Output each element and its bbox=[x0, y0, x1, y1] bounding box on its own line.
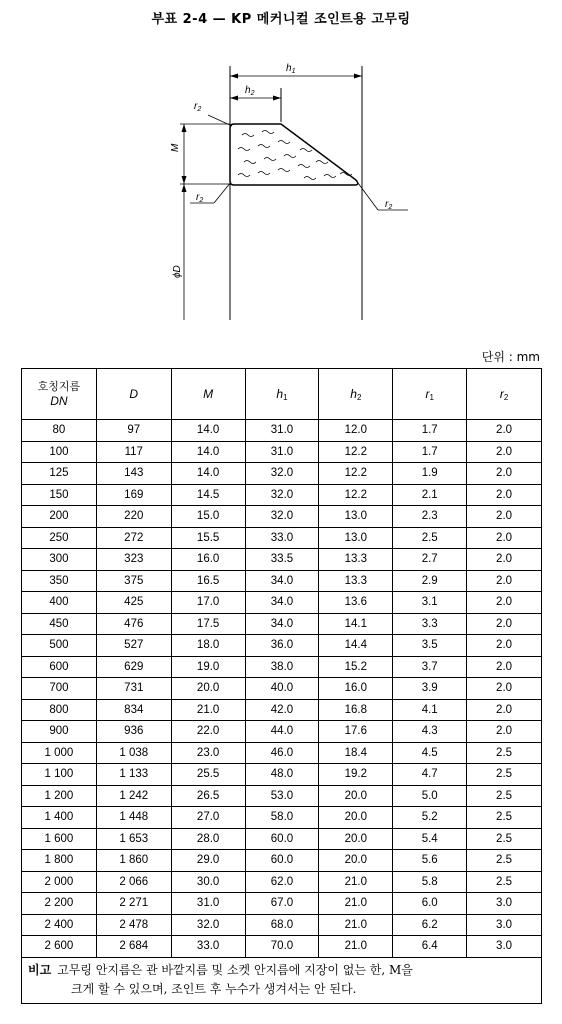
cell-r2: 2.5 bbox=[467, 764, 542, 786]
table-row bbox=[22, 721, 542, 743]
cell-r2: 3.0 bbox=[467, 893, 542, 915]
header-row bbox=[22, 369, 542, 420]
table-row bbox=[22, 656, 542, 678]
cell-d: 834 bbox=[96, 699, 171, 721]
cell-h2: 13.6 bbox=[319, 592, 393, 614]
cell-r2: 2.5 bbox=[467, 871, 542, 893]
cell-r2: 2.0 bbox=[467, 678, 542, 700]
cell-h2: 12.2 bbox=[319, 441, 393, 463]
cell-h2: 20.0 bbox=[319, 785, 393, 807]
cell-r2: 2.5 bbox=[467, 850, 542, 872]
cell-d: 169 bbox=[96, 484, 171, 506]
table-row bbox=[22, 613, 542, 635]
r2-label-left: $r_2$ bbox=[196, 192, 204, 204]
table-row bbox=[22, 871, 542, 893]
cell-h1: 70.0 bbox=[245, 936, 319, 958]
cell-h2: 13.3 bbox=[319, 549, 393, 571]
table-row bbox=[22, 807, 542, 829]
cell-m: 17.5 bbox=[171, 613, 245, 635]
note-line-1: 고무링 안지름은 관 바깥지름 및 소켓 안지름에 지장이 없는 한, M을 bbox=[57, 962, 413, 977]
cell-m: 28.0 bbox=[171, 828, 245, 850]
cell-d: 1 242 bbox=[96, 785, 171, 807]
cell-r1: 2.7 bbox=[393, 549, 467, 571]
table-body bbox=[22, 420, 542, 958]
cell-r1: 2.5 bbox=[393, 527, 467, 549]
cell-m: 33.0 bbox=[171, 936, 245, 958]
cell-d: 425 bbox=[96, 592, 171, 614]
cell-d: 527 bbox=[96, 635, 171, 657]
cell-r1: 6.2 bbox=[393, 914, 467, 936]
rubber-ring-cross-section-diagram bbox=[150, 58, 420, 328]
cell-dn: 2 400 bbox=[22, 914, 97, 936]
cell-h1: 33.5 bbox=[245, 549, 319, 571]
cell-dn: 2 000 bbox=[22, 871, 97, 893]
cell-h1: 32.0 bbox=[245, 463, 319, 485]
cell-m: 25.5 bbox=[171, 764, 245, 786]
cell-h2: 13.3 bbox=[319, 570, 393, 592]
table-row bbox=[22, 742, 542, 764]
cell-m: 27.0 bbox=[171, 807, 245, 829]
table-row bbox=[22, 914, 542, 936]
cell-r1: 2.3 bbox=[393, 506, 467, 528]
cell-r1: 4.3 bbox=[393, 721, 467, 743]
note-cell bbox=[22, 957, 542, 1003]
table-row bbox=[22, 635, 542, 657]
cell-d: 1 448 bbox=[96, 807, 171, 829]
cell-h1: 58.0 bbox=[245, 807, 319, 829]
cell-h2: 16.8 bbox=[319, 699, 393, 721]
cell-h1: 44.0 bbox=[245, 721, 319, 743]
cell-r1: 3.3 bbox=[393, 613, 467, 635]
cell-m: 14.0 bbox=[171, 441, 245, 463]
cell-d: 1 038 bbox=[96, 742, 171, 764]
table-row bbox=[22, 678, 542, 700]
table-row bbox=[22, 764, 542, 786]
cell-r2: 2.0 bbox=[467, 506, 542, 528]
cell-h2: 20.0 bbox=[319, 807, 393, 829]
cell-h1: 36.0 bbox=[245, 635, 319, 657]
note-row bbox=[22, 957, 542, 1003]
cell-dn: 500 bbox=[22, 635, 97, 657]
cell-h1: 31.0 bbox=[245, 441, 319, 463]
cell-dn: 250 bbox=[22, 527, 97, 549]
cell-r2: 2.0 bbox=[467, 699, 542, 721]
table-row bbox=[22, 570, 542, 592]
cell-h1: 60.0 bbox=[245, 828, 319, 850]
h1-label: $h_1$ bbox=[286, 63, 296, 75]
cell-m: 32.0 bbox=[171, 914, 245, 936]
table-row bbox=[22, 527, 542, 549]
cell-dn: 1 400 bbox=[22, 807, 97, 829]
cell-d: 220 bbox=[96, 506, 171, 528]
cell-dn: 150 bbox=[22, 484, 97, 506]
cell-r1: 5.6 bbox=[393, 850, 467, 872]
cell-r2: 2.5 bbox=[467, 828, 542, 850]
cell-r1: 2.1 bbox=[393, 484, 467, 506]
m-label: M bbox=[170, 143, 181, 152]
table-row bbox=[22, 420, 542, 442]
cell-h2: 18.4 bbox=[319, 742, 393, 764]
cell-d: 2 066 bbox=[96, 871, 171, 893]
r2-label-right: $r_2$ bbox=[385, 199, 393, 211]
cell-h1: 42.0 bbox=[245, 699, 319, 721]
cell-r1: 1.7 bbox=[393, 441, 467, 463]
table-row bbox=[22, 506, 542, 528]
cell-h2: 17.6 bbox=[319, 721, 393, 743]
cell-dn: 125 bbox=[22, 463, 97, 485]
cell-m: 16.5 bbox=[171, 570, 245, 592]
cell-h2: 21.0 bbox=[319, 936, 393, 958]
cell-h2: 21.0 bbox=[319, 893, 393, 915]
cell-m: 14.0 bbox=[171, 420, 245, 442]
cell-d: 2 271 bbox=[96, 893, 171, 915]
cell-h1: 60.0 bbox=[245, 850, 319, 872]
cell-m: 21.0 bbox=[171, 699, 245, 721]
cell-r1: 6.0 bbox=[393, 893, 467, 915]
cell-m: 26.5 bbox=[171, 785, 245, 807]
table-row bbox=[22, 441, 542, 463]
table-row bbox=[22, 850, 542, 872]
cell-m: 29.0 bbox=[171, 850, 245, 872]
header-r1: $r_1$ bbox=[393, 369, 467, 420]
cell-r1: 4.1 bbox=[393, 699, 467, 721]
cell-m: 18.0 bbox=[171, 635, 245, 657]
dimension-table bbox=[21, 368, 542, 1004]
cell-dn: 100 bbox=[22, 441, 97, 463]
cell-r2: 3.0 bbox=[467, 914, 542, 936]
cell-r1: 5.8 bbox=[393, 871, 467, 893]
cell-r1: 3.9 bbox=[393, 678, 467, 700]
cell-h2: 19.2 bbox=[319, 764, 393, 786]
cell-h1: 34.0 bbox=[245, 592, 319, 614]
cell-m: 14.5 bbox=[171, 484, 245, 506]
cell-r2: 2.0 bbox=[467, 721, 542, 743]
cell-r2: 2.5 bbox=[467, 742, 542, 764]
cell-h2: 13.0 bbox=[319, 527, 393, 549]
cell-h1: 34.0 bbox=[245, 570, 319, 592]
cell-m: 17.0 bbox=[171, 592, 245, 614]
cell-r1: 5.2 bbox=[393, 807, 467, 829]
cell-d: 1 133 bbox=[96, 764, 171, 786]
cell-r1: 5.0 bbox=[393, 785, 467, 807]
cell-h2: 15.2 bbox=[319, 656, 393, 678]
cell-m: 30.0 bbox=[171, 871, 245, 893]
cell-r1: 3.1 bbox=[393, 592, 467, 614]
table-row bbox=[22, 936, 542, 958]
cell-h2: 14.1 bbox=[319, 613, 393, 635]
cell-d: 272 bbox=[96, 527, 171, 549]
r2-label-top: $r_2$ bbox=[194, 101, 202, 113]
cell-d: 629 bbox=[96, 656, 171, 678]
cell-m: 16.0 bbox=[171, 549, 245, 571]
cell-dn: 2 200 bbox=[22, 893, 97, 915]
cell-r1: 6.4 bbox=[393, 936, 467, 958]
cell-h1: 38.0 bbox=[245, 656, 319, 678]
note-line-2: 크게 할 수 있으며, 조인트 후 누수가 생겨서는 안 된다. bbox=[71, 981, 357, 996]
cell-r2: 2.0 bbox=[467, 549, 542, 571]
cell-r1: 3.7 bbox=[393, 656, 467, 678]
cell-dn: 300 bbox=[22, 549, 97, 571]
cell-h2: 12.2 bbox=[319, 463, 393, 485]
cell-h2: 20.0 bbox=[319, 828, 393, 850]
cell-dn: 1 200 bbox=[22, 785, 97, 807]
cell-d: 936 bbox=[96, 721, 171, 743]
cell-h1: 53.0 bbox=[245, 785, 319, 807]
cell-h2: 13.0 bbox=[319, 506, 393, 528]
cell-r2: 3.0 bbox=[467, 936, 542, 958]
header-r2: $r_2$ bbox=[467, 369, 542, 420]
cell-h2: 16.0 bbox=[319, 678, 393, 700]
cell-h1: 32.0 bbox=[245, 506, 319, 528]
table-row bbox=[22, 785, 542, 807]
cell-dn: 600 bbox=[22, 656, 97, 678]
cell-dn: 200 bbox=[22, 506, 97, 528]
cell-h2: 12.2 bbox=[319, 484, 393, 506]
cell-dn: 1 600 bbox=[22, 828, 97, 850]
page-title: 부표 2-4 — KP 메커니컬 조인트용 고무링 bbox=[151, 12, 411, 27]
cell-dn: 80 bbox=[22, 420, 97, 442]
header-m: M bbox=[171, 369, 245, 420]
cell-d: 731 bbox=[96, 678, 171, 700]
cell-r1: 1.7 bbox=[393, 420, 467, 442]
cell-dn: 800 bbox=[22, 699, 97, 721]
cell-h2: 21.0 bbox=[319, 871, 393, 893]
table-row bbox=[22, 893, 542, 915]
cell-h2: 14.4 bbox=[319, 635, 393, 657]
cell-d: 2 478 bbox=[96, 914, 171, 936]
cell-r2: 2.0 bbox=[467, 484, 542, 506]
cell-dn: 450 bbox=[22, 613, 97, 635]
cell-m: 15.0 bbox=[171, 506, 245, 528]
cell-m: 19.0 bbox=[171, 656, 245, 678]
cell-dn: 900 bbox=[22, 721, 97, 743]
cell-d: 143 bbox=[96, 463, 171, 485]
unit-label: 단위 : mm bbox=[481, 350, 540, 364]
cell-d: 117 bbox=[96, 441, 171, 463]
cell-r1: 4.7 bbox=[393, 764, 467, 786]
table-row bbox=[22, 549, 542, 571]
cell-h1: 31.0 bbox=[245, 420, 319, 442]
cell-r1: 3.5 bbox=[393, 635, 467, 657]
cell-h2: 21.0 bbox=[319, 914, 393, 936]
cell-m: 31.0 bbox=[171, 893, 245, 915]
cell-dn: 1 100 bbox=[22, 764, 97, 786]
header-d: D bbox=[96, 369, 171, 420]
cell-r1: 4.5 bbox=[393, 742, 467, 764]
cell-d: 375 bbox=[96, 570, 171, 592]
cell-d: 1 653 bbox=[96, 828, 171, 850]
table-row bbox=[22, 592, 542, 614]
cell-d: 323 bbox=[96, 549, 171, 571]
cell-m: 14.0 bbox=[171, 463, 245, 485]
cell-r2: 2.0 bbox=[467, 656, 542, 678]
note-label: 비고 bbox=[28, 962, 52, 977]
header-dn: 호칭지름 DN bbox=[22, 369, 97, 420]
table-row bbox=[22, 828, 542, 850]
cell-r1: 5.4 bbox=[393, 828, 467, 850]
table-row bbox=[22, 699, 542, 721]
cell-r2: 2.0 bbox=[467, 441, 542, 463]
cell-d: 1 860 bbox=[96, 850, 171, 872]
cell-r1: 1.9 bbox=[393, 463, 467, 485]
cell-m: 23.0 bbox=[171, 742, 245, 764]
cell-h1: 33.0 bbox=[245, 527, 319, 549]
cell-h2: 20.0 bbox=[319, 850, 393, 872]
cell-h2: 12.0 bbox=[319, 420, 393, 442]
cell-dn: 2 600 bbox=[22, 936, 97, 958]
table-row bbox=[22, 484, 542, 506]
cell-dn: 1 000 bbox=[22, 742, 97, 764]
cell-h1: 32.0 bbox=[245, 484, 319, 506]
cell-r1: 2.9 bbox=[393, 570, 467, 592]
cell-m: 20.0 bbox=[171, 678, 245, 700]
cell-r2: 2.5 bbox=[467, 785, 542, 807]
cell-dn: 700 bbox=[22, 678, 97, 700]
cell-dn: 350 bbox=[22, 570, 97, 592]
cell-r2: 2.0 bbox=[467, 592, 542, 614]
cell-r2: 2.0 bbox=[467, 527, 542, 549]
cell-r2: 2.0 bbox=[467, 613, 542, 635]
cell-h1: 40.0 bbox=[245, 678, 319, 700]
cell-r2: 2.0 bbox=[467, 463, 542, 485]
cell-r2: 2.0 bbox=[467, 635, 542, 657]
cell-h1: 68.0 bbox=[245, 914, 319, 936]
cell-d: 97 bbox=[96, 420, 171, 442]
cell-r2: 2.0 bbox=[467, 570, 542, 592]
table-row bbox=[22, 463, 542, 485]
cell-h1: 34.0 bbox=[245, 613, 319, 635]
cell-m: 15.5 bbox=[171, 527, 245, 549]
cell-h1: 67.0 bbox=[245, 893, 319, 915]
cell-r2: 2.5 bbox=[467, 807, 542, 829]
cell-m: 22.0 bbox=[171, 721, 245, 743]
cell-h1: 62.0 bbox=[245, 871, 319, 893]
header-h1: $h_1$ bbox=[245, 369, 319, 420]
h2-label: $h_2$ bbox=[245, 85, 255, 97]
cell-h1: 46.0 bbox=[245, 742, 319, 764]
d-label: ϕD bbox=[172, 265, 183, 278]
header-h2: $h_2$ bbox=[319, 369, 393, 420]
cell-h1: 48.0 bbox=[245, 764, 319, 786]
cell-dn: 1 800 bbox=[22, 850, 97, 872]
cell-dn: 400 bbox=[22, 592, 97, 614]
cell-d: 476 bbox=[96, 613, 171, 635]
cell-d: 2 684 bbox=[96, 936, 171, 958]
cell-r2: 2.0 bbox=[467, 420, 542, 442]
